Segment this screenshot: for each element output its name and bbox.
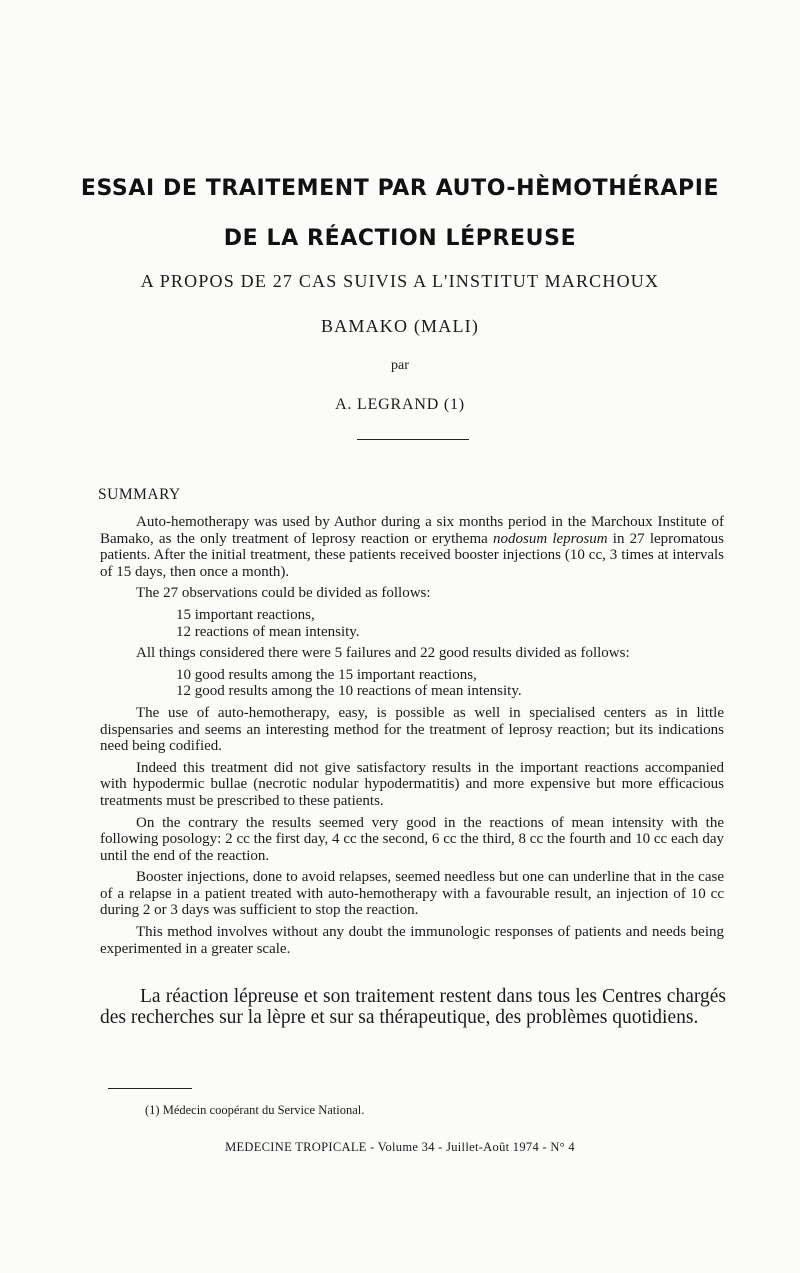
- list-item: 10 good results among the 15 important reactions,: [176, 666, 477, 683]
- article-subtitle-line1: A PROPOS DE 27 CAS SUIVIS A L'INSTITUT MARCHOUX: [140, 271, 660, 291]
- by-line: par: [391, 358, 409, 373]
- intro-paragraph: La réaction lépreuse et son traitement restent dans tous les Centres chargés des recherches sur la lèpre et sur sa thérapeutique, des problèmes quotidiens.: [100, 986, 726, 1028]
- summary-body: [100, 514, 724, 962]
- summary-paragraph-3: All things considered there were 5 failures and 22 good results divided as follows:: [136, 645, 630, 662]
- article-subtitle-line2: BAMAKO (MALI): [320, 316, 480, 336]
- summary-paragraph-7: Booster injections, done to avoid relapses, seemed needless but one can underline that in the case of a relapse in a patient treated with auto-hemotherapy with a favourable result, an injection of 10 cc during 2 or 3 days was sufficient to stop the reaction.: [100, 869, 724, 919]
- article-title-line1: ESSAI DE TRAITEMENT PAR AUTO-HÈMOTHÉRAPIE: [80, 176, 720, 201]
- journal-citation: MEDECINE TROPICALE - Volume 34 - Juillet-Août 1974 - N° 4: [225, 1140, 575, 1154]
- observations-list: [100, 607, 724, 640]
- summary-paragraph-1: Auto-hemotherapy was used by Author during a six months period in the Marchoux Institute of Bamako, as the only treatment of leprosy reaction or erythema nodosum leprosum in 27 lepromatous patients. After the initial treatment, these patients received booster injections (10 cc, 3 times at intervals of 15 days, then once a month).: [100, 514, 724, 580]
- author-name: A. LEGRAND (1): [335, 396, 465, 413]
- results-list: [100, 667, 724, 700]
- summary-paragraph-6: On the contrary the results seemed very good in the reactions of mean intensity with the following posology: 2 cc the first day, 4 cc the second, 6 cc the third, 8 cc the fourth and 10 cc each day until the end of the reaction.: [100, 814, 724, 864]
- summary-paragraph-8: This method involves without any doubt the immunologic responses of patients and needs being experimented in a greater scale.: [100, 924, 724, 957]
- list-item: 12 good results among the 10 reactions of mean intensity.: [176, 683, 522, 700]
- footnote-divider: [108, 1088, 192, 1089]
- list-item: 12 reactions of mean intensity.: [176, 623, 360, 640]
- summary-paragraph-2: The 27 observations could be divided as follows:: [136, 585, 431, 602]
- summary-paragraph-5: Indeed this treatment did not give satisfactory results in the important reactions accompanied with hypodermic bullae (necrotic nodular hypodermatitis) and more expensive but more efficacious treatments must be prescribed to these patients.: [100, 759, 724, 809]
- list-item: 15 important reactions,: [176, 606, 315, 623]
- title-divider: [357, 439, 469, 440]
- summary-paragraph-4: The use of auto-hemotherapy, easy, is possible as well in specialised centers as in little dispensaries and seems an interesting method for the treatment of leprosy reaction; but its indications need being codified.: [100, 704, 724, 755]
- summary-heading: SUMMARY: [98, 486, 181, 503]
- footnote: (1) Médecin coopérant du Service National.: [145, 1103, 365, 1117]
- article-title-line2: DE LA RÉACTION LÉPREUSE: [223, 226, 577, 251]
